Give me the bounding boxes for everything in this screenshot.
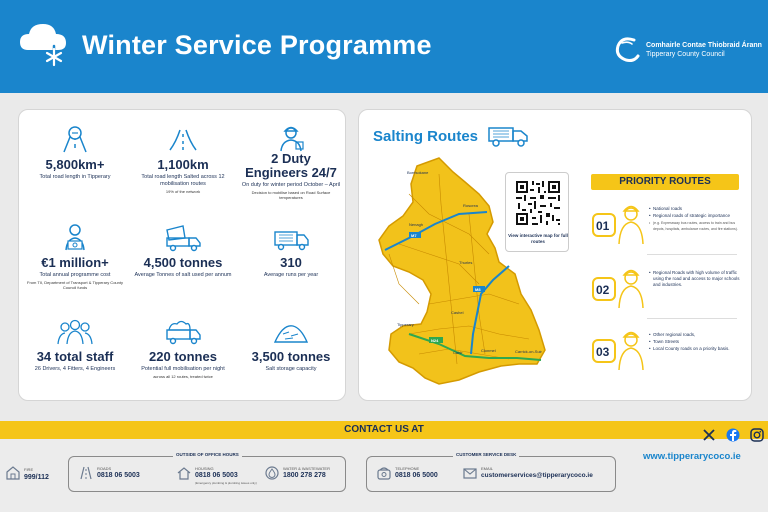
stat-engineers [241, 124, 341, 200]
customer-service-box [366, 452, 616, 492]
out-of-hours-label: OUTSIDE OF OFFICE HOURS [173, 452, 242, 457]
salt-truck-icon [163, 222, 203, 252]
stats-panel [18, 109, 346, 401]
fire-station-icon [6, 466, 20, 480]
council-mark-icon [612, 34, 642, 64]
stat-label: Average Tonnes of salt used per annum [134, 272, 232, 278]
stat-label: Average runs per year [263, 272, 319, 278]
telephone-number: 0818 06 5000 [395, 472, 438, 479]
stat-value: €1 million+ [41, 255, 109, 270]
stat-note: across all 12 routes, treated twice [153, 374, 213, 379]
telephone-contact[interactable] [377, 466, 438, 485]
priority-route-02 [591, 262, 741, 320]
m8-label: M8 [475, 287, 481, 292]
x-twitter-icon[interactable] [702, 428, 716, 442]
town-thurles: Thurles [459, 260, 473, 265]
stat-note: 19% of the network [165, 189, 201, 194]
fire-contact[interactable] [6, 466, 49, 485]
fire-label: FIRE [24, 467, 34, 472]
page-title: Winter Service Programme [82, 30, 432, 60]
stat-staff [25, 316, 125, 373]
money-icon [58, 222, 92, 252]
stat-label: Potential full mobilisation per night [141, 366, 225, 372]
email-contact[interactable] [463, 466, 593, 485]
house-icon [177, 466, 191, 480]
priority-routes-heading: PRIORITY ROUTES [591, 174, 739, 190]
routes-title: Salting Routes [373, 128, 479, 145]
stat-value: 3,500 tonnes [251, 349, 331, 364]
stat-value: 310 [280, 255, 302, 270]
town-tipperary: Tipperary [397, 322, 414, 327]
telephone-label: TELEPHONE [395, 466, 420, 471]
council-name-english: Tipperary County Council [646, 51, 725, 58]
town-cahir: Cahir [453, 350, 463, 355]
stat-road-length [25, 124, 125, 181]
stat-label: On duty for winter period October – April [241, 182, 341, 188]
phone-icon [377, 466, 391, 480]
qr-code-icon [514, 179, 562, 227]
road-icon [166, 124, 200, 154]
stat-value: 34 total staff [36, 349, 114, 364]
stat-label: 26 Drivers, 4 Fitters, 4 Engineers [34, 366, 116, 372]
priority-route-01 [591, 198, 741, 256]
priority-list [649, 332, 741, 353]
town-carrick: Carrick-on-Suir [515, 349, 542, 354]
town-nenagh: Nenagh [409, 222, 424, 227]
town-borrisokane: Borrisokane [407, 170, 429, 175]
qr-code-card[interactable] [505, 172, 569, 252]
stat-salt-used [133, 222, 233, 279]
customer-service-label: CUSTOMER SERVICE DESK [453, 452, 519, 457]
salting-routes-panel [358, 109, 752, 401]
stat-value: 1,100km [157, 157, 209, 172]
housing-note: (Emergency plumbing & plumbing issues only) [195, 481, 257, 485]
priority-number: 01 [596, 219, 610, 233]
road-icon [79, 466, 93, 480]
divider [647, 254, 737, 255]
snow-cloud-icon [16, 16, 72, 72]
stat-mobilisation [133, 316, 233, 379]
stat-note: Decision to mobilise based on Road Surface temperatures [251, 190, 331, 200]
stat-note: From TII, Department of Transport & Tipperary County Council funds [27, 280, 123, 290]
priority-item: • Local County roads on a priority basis. [649, 346, 741, 352]
stat-label: Total road length Salted across 12 mobilisation routes [141, 174, 225, 187]
header-banner [0, 0, 768, 93]
town-clonmel: Clonmel [481, 348, 496, 353]
m7-label: M7 [411, 233, 417, 238]
email-icon [463, 466, 477, 480]
priority-number: 03 [596, 345, 610, 359]
contact-us-bar: CONTACT US AT [0, 421, 768, 439]
priority-item: • National roads [649, 206, 741, 212]
stat-label: Salt storage capacity [265, 366, 317, 372]
n24-label: N24 [431, 338, 439, 343]
priority-item: • Town Streets [649, 339, 741, 345]
divider [647, 318, 737, 319]
email-label: EMAIL [481, 466, 494, 471]
engineer-icon [274, 124, 308, 152]
roads-contact[interactable] [79, 466, 140, 485]
stat-label: Total road length in Tipperary [39, 174, 111, 180]
stat-salted-length [133, 124, 233, 194]
website-link[interactable]: www.tipperarycoco.ie [643, 451, 741, 462]
town-roscrea: Roscrea [463, 203, 478, 208]
out-of-hours-box [68, 452, 346, 492]
instagram-icon[interactable] [750, 428, 764, 442]
salt-pile-icon [271, 316, 311, 346]
stat-average-runs [241, 222, 341, 279]
water-contact[interactable] [265, 466, 330, 485]
stat-value: 2 Duty Engineers 24/7 [245, 151, 337, 180]
priority-number: 02 [596, 283, 610, 297]
gritter-truck-icon [271, 222, 311, 252]
housing-contact[interactable] [177, 466, 257, 485]
priority-item: • Other regional roads, [649, 332, 741, 338]
council-name-irish: Comhairle Contae Thiobraid Árann [646, 42, 762, 49]
priority-item: • Regional roads of strategic importance [649, 213, 741, 219]
staff-icon [55, 316, 95, 346]
facebook-icon[interactable] [726, 428, 740, 442]
gritter-truck-icon [487, 124, 531, 148]
stat-value: 4,500 tonnes [143, 255, 223, 270]
roads-number: 0818 06 5003 [97, 472, 140, 479]
water-label: WATER & WASTEWATER [283, 466, 330, 471]
stat-value: 220 tonnes [149, 349, 217, 364]
email-address: customerservices@tipperarycoco.ie [481, 472, 593, 479]
fire-number: 999/112 [24, 474, 49, 481]
water-drop-icon [265, 466, 279, 480]
qr-caption: View interactive map for full routes [508, 233, 568, 244]
priority-note: • (e.g. Expressway bus routes, access to train and bus depots, hospitals, ambulance routes, and fire stations). [649, 220, 741, 232]
town-cashel: Cashel [451, 310, 464, 315]
stat-label: Total annual programme cost [39, 272, 111, 278]
priority-route-03 [591, 324, 741, 382]
priority-item: • Regional Roads with high volume of traffic using the road and access to major schools and industries. [649, 270, 741, 288]
stat-cost [25, 222, 125, 290]
water-number: 1800 278 278 [283, 472, 326, 479]
loaded-truck-icon [163, 316, 203, 346]
council-logo[interactable] [612, 34, 762, 64]
priority-list [649, 270, 741, 289]
housing-label: HOUSING [195, 466, 214, 471]
priority-list [649, 206, 741, 233]
housing-number: 0818 06 5003 [195, 472, 238, 479]
roads-label: ROADS [97, 466, 112, 471]
road-measure-icon [58, 124, 92, 154]
stat-value: 5,800km+ [45, 157, 105, 172]
stat-storage [241, 316, 341, 373]
